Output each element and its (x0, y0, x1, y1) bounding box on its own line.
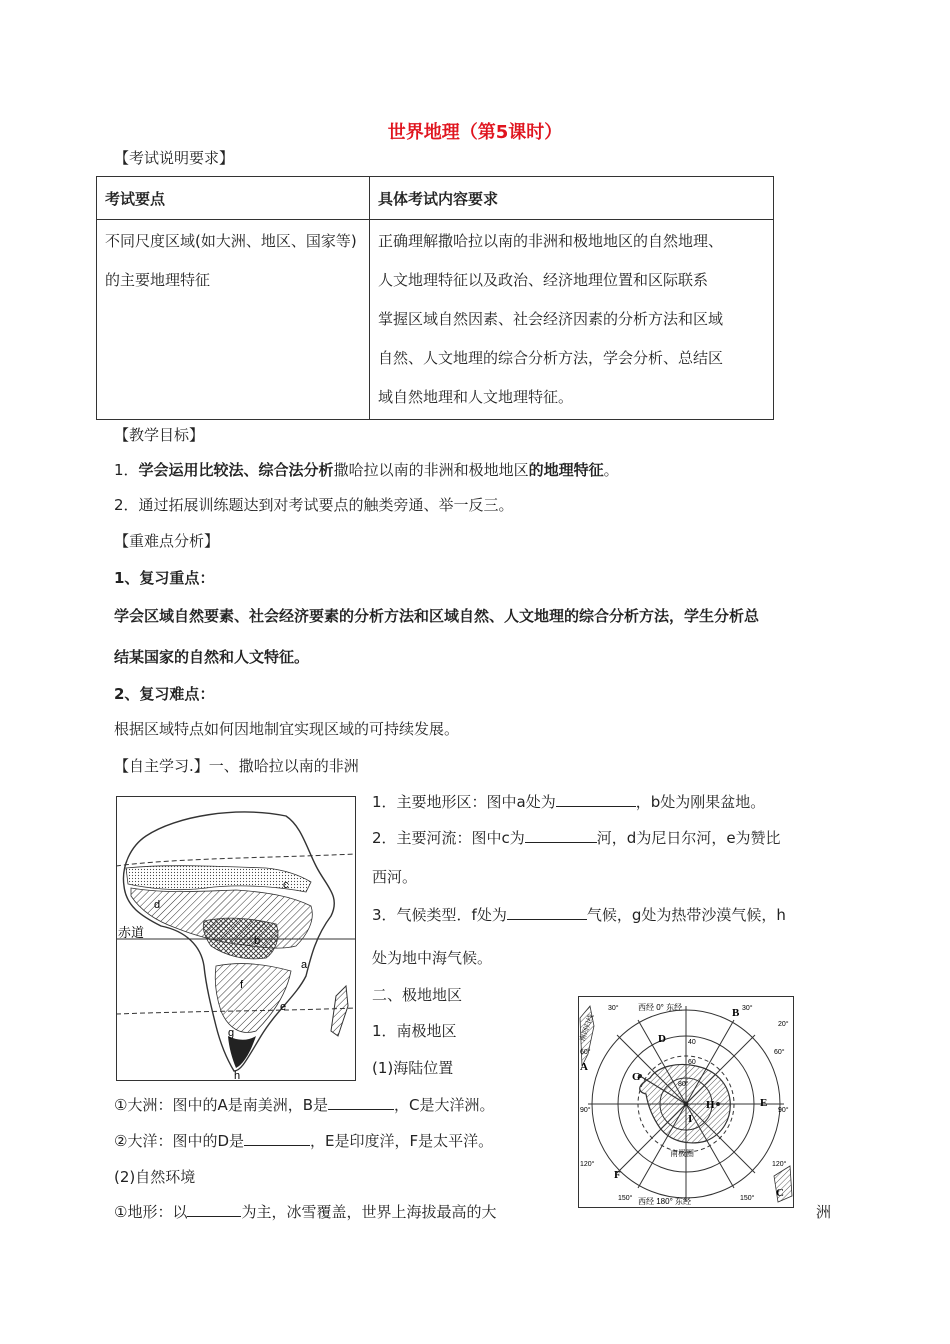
map-letter-c: c (283, 879, 289, 891)
answer-blank[interactable] (525, 828, 597, 843)
focus-label: 1、复习重点： (114, 569, 215, 587)
question-text: 河，d为尼日尔河，e为赞比 (596, 829, 781, 847)
answer-blank[interactable] (507, 905, 587, 920)
table-header-row (97, 177, 774, 220)
antarctica-map (578, 996, 794, 1208)
answer-blank[interactable] (187, 1202, 241, 1217)
south-pole-point (684, 1102, 689, 1107)
table-header-cell: 具体考试内容要求 (370, 177, 774, 220)
bottom-meridian-label: 西经 180° 东经 (638, 1197, 691, 1206)
question-text: ，b处为刚果盆地。 (635, 793, 766, 811)
point-h (716, 1102, 720, 1106)
page-title: 世界地理（第5课时） (387, 122, 563, 143)
goal-text: 撒哈拉以南的非洲和极地地区 (333, 461, 529, 479)
table-header-cell: 考试要点 (97, 177, 370, 220)
degree-label: 30° (742, 1005, 753, 1012)
answer-blank[interactable] (244, 1131, 310, 1146)
sea-land-heading: (1)海陆位置 (372, 1059, 454, 1077)
focus-line-2: 结某国家的自然和人文特征。 (114, 648, 310, 666)
map-letter-d: d (154, 899, 161, 911)
question-2 (372, 827, 781, 848)
africa-map (116, 796, 356, 1081)
continent-question (114, 1094, 495, 1115)
question-3-cont: 处为地中海气候。 (372, 949, 493, 967)
difficulty-text: 根据区域特点如何因地制宜实现区域的可持续发展。 (114, 720, 460, 738)
exam-requirements-table (96, 176, 774, 420)
requirement-line: 掌握区域自然因素、社会经济因素的分析方法和区域 (378, 310, 724, 328)
polar-letter-b: B (732, 1007, 740, 1019)
polar-letter-f: F (614, 1169, 621, 1181)
goal-number: 1． (114, 461, 139, 479)
difficulty-label: 2、复习难点： (114, 685, 215, 703)
map-letter-b: b (254, 935, 261, 947)
requirement-line: 人文地理特征以及政治、经济地理位置和区际联系 (378, 271, 709, 289)
map-letter-f: f (240, 979, 244, 991)
map-letter-a: a (301, 959, 308, 971)
tropic-label: 南回归线 (579, 1013, 596, 1043)
polar-heading: 二、极地地区 (372, 986, 463, 1004)
answer-blank[interactable] (328, 1095, 394, 1110)
latitude-label: 40 (688, 1039, 696, 1046)
equator-label: 赤道 (118, 925, 145, 940)
antarctic-circle-label: 南极圈 (670, 1149, 694, 1158)
goal-end: 。 (603, 461, 619, 479)
degree-label: 60° (580, 1049, 591, 1056)
table-cell: 不同尺度区域(如大洲、地区、国家等)的主要地理特征 (97, 220, 370, 420)
terrain-question-end: 洲 (816, 1203, 832, 1221)
degree-label: 30° (608, 1005, 619, 1012)
latitude-label: 80° (678, 1081, 689, 1088)
map-letter-e: e (280, 1001, 287, 1013)
polar-letter-d: D (658, 1033, 666, 1045)
requirement-line: 正确理解撒哈拉以南的非洲和极地地区的自然地理、 (378, 232, 724, 250)
polar-letter-a: A (580, 1061, 588, 1073)
question-text: ①大洲：图中的A是南美洲，B是 (114, 1096, 329, 1114)
focus-line-1: 学会区域自然要素、社会经济要素的分析方法和区域自然、人文地理的综合分析方法，学生分析总 (114, 607, 760, 625)
degree-label: 20° (778, 1021, 789, 1028)
latitude-label: 60 (688, 1059, 696, 1066)
question-text: 气候，g处为热带沙漠气候，h (586, 906, 786, 924)
polar-letter-e: E (760, 1097, 768, 1109)
requirement-line: 域自然地理和人文地理特征。 (378, 388, 574, 406)
polar-letter-i: I (688, 1113, 693, 1125)
self-study-heading: 【自主学习.】一、撒哈拉以南的非洲 (114, 757, 359, 775)
ocean-question (114, 1130, 493, 1151)
question-1 (372, 791, 765, 812)
question-text: ，C是大洋洲。 (394, 1096, 495, 1114)
question-text: 2．主要河流：图中c为 (372, 829, 525, 847)
teaching-goal-1 (114, 459, 619, 480)
degree-label: 90° (580, 1107, 591, 1114)
terrain-question (114, 1201, 496, 1222)
exam-section-heading: 【考试说明要求】 (114, 149, 235, 167)
answer-blank[interactable] (556, 792, 636, 807)
polar-letter-c: C (776, 1187, 784, 1199)
teaching-goals-heading: 【教学目标】 (114, 426, 205, 444)
question-2-cont: 西河。 (372, 868, 418, 886)
table-cell (370, 220, 774, 420)
map-letter-g: g (228, 1027, 235, 1039)
question-3 (372, 904, 786, 925)
degree-label: 120° (772, 1161, 787, 1168)
degree-label: 60° (774, 1049, 785, 1056)
keypoints-heading: 【重难点分析】 (114, 532, 220, 550)
question-text: 1．主要地形区：图中a处为 (372, 793, 556, 811)
polar-letter-g: G (632, 1071, 641, 1083)
requirement-line: 自然、人文地理的综合分析方法，学会分析、总结区 (378, 349, 724, 367)
goal-bold-text: 的地理特征 (528, 461, 604, 479)
polar-letter-h: H (706, 1099, 715, 1111)
degree-label: 150° (618, 1195, 633, 1202)
degree-label: 90° (778, 1107, 789, 1114)
goal-bold-text: 学会运用比较法、综合法分析 (138, 461, 334, 479)
question-text: ①地形：以 (114, 1203, 188, 1221)
degree-label: 120° (580, 1161, 595, 1168)
nature-heading: (2)自然环境 (114, 1168, 196, 1186)
question-text: ②大洋：图中的D是 (114, 1132, 244, 1150)
question-text: ，E是印度洋，F是太平洋。 (310, 1132, 494, 1150)
map-letter-h: h (234, 1070, 241, 1081)
question-text: 为主，冰雪覆盖，世界上海拔最高的大 (241, 1203, 497, 1221)
south-pole-heading: 1．南极地区 (372, 1022, 457, 1040)
table-row (97, 220, 774, 420)
top-meridian-label: 西经 0° 东经 (638, 1003, 683, 1012)
teaching-goal-2: 2．通过拓展训练题达到对考试要点的触类旁通、举一反三。 (114, 496, 514, 514)
degree-label: 150° (740, 1195, 755, 1202)
question-text: 3．气候类型．f处为 (372, 906, 507, 924)
